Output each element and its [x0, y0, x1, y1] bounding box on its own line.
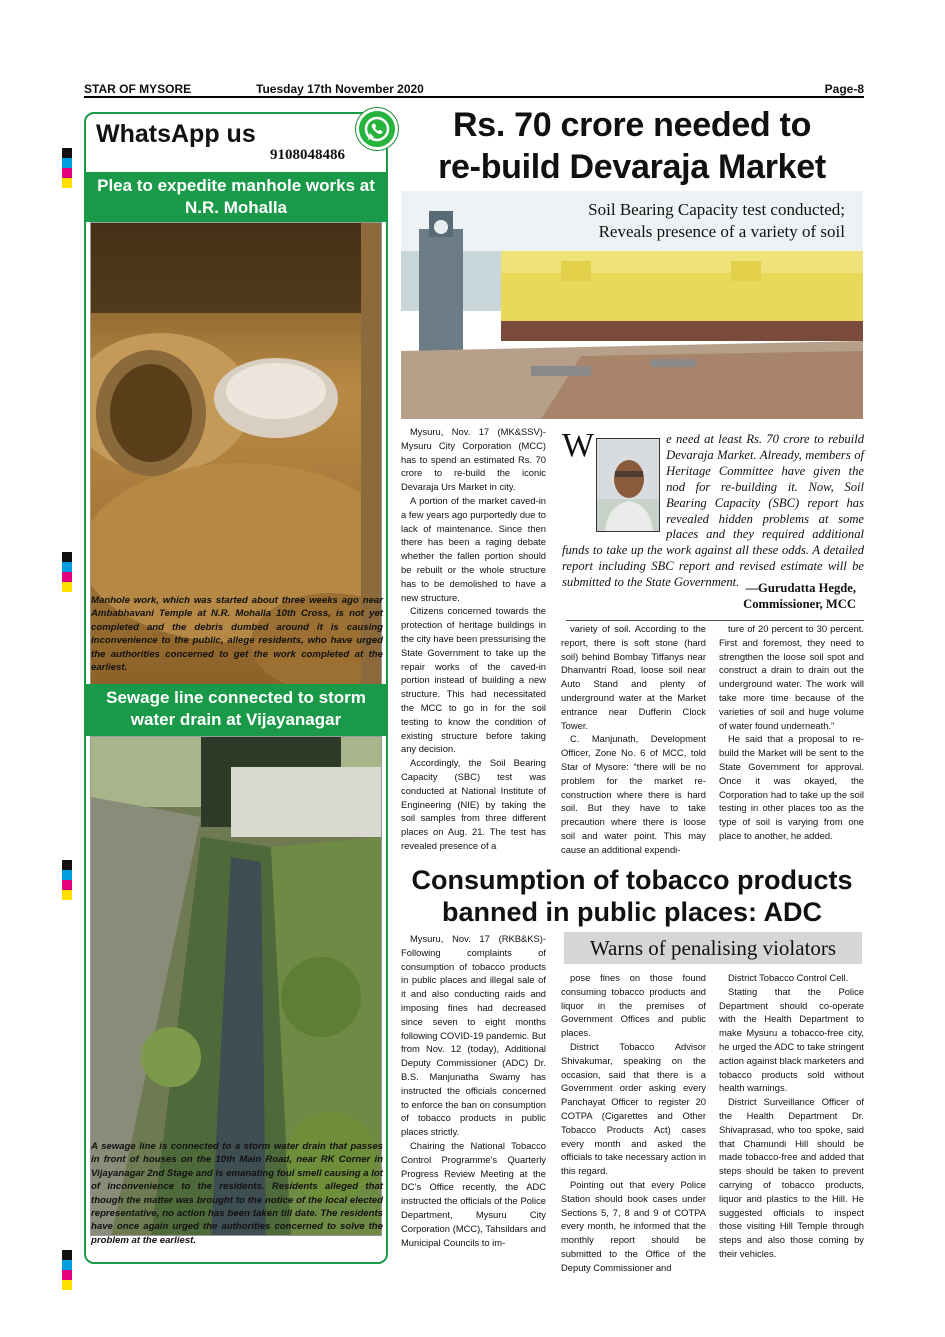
registration-marks: [62, 148, 72, 188]
paragraph: Chairing the National Tobacco Control Programme’s Quarterly Progress Review Meeting at the DC’s Office recently, the ADC instructed the officials of the Police Department, Mysuru City Corporation (MCC), Tahsildars and Municipal Councils to im-: [401, 1139, 546, 1248]
paragraph: A portion of the market caved-in a few years ago purportedly due to lack of maintenance. Since then there has been a raging debate whether the fallen portion should be rebuilt or the whole structure has to be demolished to have a new structure.: [401, 494, 546, 603]
whatsapp-title: WhatsApp us: [96, 120, 256, 148]
paragraph: District Tobacco Advisor Shivakumar, speaking on the occasion, said that there is a Government order asking every Panchayat Officer to register 20 COTPA (Cigarettes and Other Tobacco Products Act) cases every month and asked the officials to take necessary action in this regard.: [561, 1040, 706, 1177]
quote-author: —Gurudatta Hegde,: [745, 581, 856, 595]
paragraph: Pointing out that every Police Station should book cases under Sections 5, 7, 8 and 9 of COTPA every month, he informed that the monthly report should be submitted to the Office of the Deputy Commissioner and: [561, 1178, 706, 1273]
article1-headline-line1: Rs. 70 crore needed to: [452, 106, 812, 144]
paragraph: Mysuru, Nov. 17 (MK&SSV)- Mysuru City Corporation (MCC) has to spend an estimated Rs. 70 crore to re-build the iconic Devaraja Urs Market in city.: [401, 426, 546, 493]
issue-date: Tuesday 17th November 2020: [256, 82, 424, 96]
paragraph: pose fines on those found consuming tobacco products and liquor in the premises of Government Offices and public places.: [561, 972, 706, 1039]
commissioner-photo: [596, 438, 660, 532]
article1-kicker-line2: Reveals presence of a variety of soil: [598, 222, 845, 241]
whatsapp-icon: [356, 108, 398, 150]
article2-subhead-box: [564, 932, 862, 964]
article1-col3: [719, 622, 864, 843]
paragraph: District Surveillance Officer of the Health Department Dr. Shivaprasad, who too spoke, said that Chamundi Hill should be made tobacco-free and added that steps should be taken to prevent carrying of tobacco products, liquor and plastics to the Hill. He suggested officials to inspect those visiting Hill Temple through steps and also those coming by their vehicles.: [719, 1096, 864, 1259]
devaraja-market-photo: [401, 191, 863, 419]
paragraph: Stating that the Police Department should co-operate with the Health Department to make Mysuru a tobacco-free city, he urged the ADC to take stringent action against black marketers and tobacco products sold without health warnings.: [719, 985, 864, 1094]
registration-marks: [62, 1250, 72, 1290]
paragraph: variety of soil. According to the report, there is soft stone (hard soil) behind Bombay Tiffanys near Dhanvantri Road, loose soil near Auto Stand and plenty of underground water at the Market entrance near Dufferin Clock Tower.: [561, 623, 706, 731]
divider: [566, 620, 864, 621]
story1-headline: Plea to expedite manhole works at N.R. Mohalla: [86, 172, 386, 222]
paragraph: District Tobacco Control Cell.: [728, 972, 849, 983]
quote-dropcap: W: [562, 427, 595, 464]
paragraph: Mysuru, Nov. 17 (RKB&KS)- Following complaints of consumption of tobacco products in public places and illegal sale of it and also conducting raids and imposing fines had decreased since seven to eight months following COVID-19 pandemic. But from Nov. 12 (today), Additional Deputy Commissioner (ADC) Dr. B.S. Manjunatha Swamy has instructed the officials concerned to enforce the ban on consumption of tobacco products in public places strictly.: [401, 933, 546, 1138]
article1-col1: [401, 425, 546, 853]
article2-col3: [719, 971, 864, 1261]
quote-role: Commissioner, MCC: [743, 597, 856, 611]
registration-marks: [62, 860, 72, 900]
quote-byline: [700, 580, 856, 612]
whatsapp-box: [84, 112, 388, 1264]
quote-text: e need at least Rs. 70 crore to rebuild Devaraja Market. Already, members of Heritage Committee have given the nod for re-building it. Now, Soil Bearing Capacity (SBC) report has revealed hidden problems at some places and they required additional funds to take up the work against all these odds. A detailed report including SBC report and revised estimate will be submitted to the State Government.: [562, 432, 864, 590]
article1-col2: [561, 622, 706, 857]
article2-headline: [398, 864, 866, 928]
article1-headline-line2: re-build Devaraja Market: [438, 148, 826, 186]
newspaper-name: STAR OF MYSORE: [84, 82, 192, 96]
page-number: Page-8: [824, 82, 864, 96]
paragraph: Accordingly, the Soil Bearing Capacity (SBC) test was conducted at National Institute of Engineering (NIE) by taking the soil samples from three different places on Aug. 21. The test has revealed presence of a: [401, 757, 546, 851]
paragraph: ture of 20 percent to 30 percent. First and foremost, they need to strengthen the loose soil spot and construct a drain to drain out the underground water. The work will take more time because of the varieties of soil and huge volume of water found underneath.”: [719, 623, 864, 731]
story1-caption: Manhole work, which was started about three weeks ago near Ambabhavani Temple at N.R. Mohalla 10th Cross, is not yet completed and the debris dumbed around it is causing inconvenience to the public, allege residents, who have urged the authorities concerned to get the work completed at the earliest.: [91, 595, 383, 674]
article2-subhead: Warns of penalising violators: [589, 936, 837, 960]
whatsapp-number: 9108048486: [270, 147, 345, 163]
article2-headline-line1: Consumption of tobacco products: [411, 865, 853, 895]
page-header: [84, 80, 864, 98]
paragraph: C. Manjunath, Development Officer, Zone No. 6 of MCC, told Star of Mysore: “there will be no problem for the market re-construction where there is hard soil. But they have to take precaution where there is loose soil and water point. This may cause an additional expendi-: [561, 733, 706, 855]
story2-caption: A sewage line is connected to a storm water drain that passes in front of houses on the 10th Main Road, near RK Corner in Vijayanagar 2nd Stage and is emanating foul smell causing a lot of inconvenience to the residents. Residents alleged that though the matter was brought to the notice of the local elected representative, no action has been taken till date. The residents have once again urged the authorities concerned to solve the problem at the earliest.: [91, 1141, 383, 1246]
article1-headline: [400, 104, 864, 188]
registration-marks: [62, 552, 72, 592]
article1-kicker: [525, 199, 845, 243]
paragraph: He said that a proposal to re-build the Market will be sent to the State Government for approval. Once it was okayed, the Corporation had to take up the soil testing in other places too as the type of soil is varying from one place to another, he added.: [719, 733, 864, 841]
story2-headline: Sewage line connected to storm water drain at Vijayanagar: [86, 684, 386, 736]
article1-kicker-line1: Soil Bearing Capacity test conducted;: [588, 200, 845, 219]
paragraph: Citizens concerned towards the protection of heritage buildings in the city have been pressurising the State Government to take up the repair works of the caved-in portion instead of building a new structure. This had necessitated the MCC to go in for the soil testing to know the condition of existing structure before taking any decision.: [401, 605, 546, 755]
article2-headline-line2: banned in public places: ADC: [441, 897, 823, 927]
article2-col1: [401, 932, 546, 1249]
article2-col2: [561, 971, 706, 1275]
